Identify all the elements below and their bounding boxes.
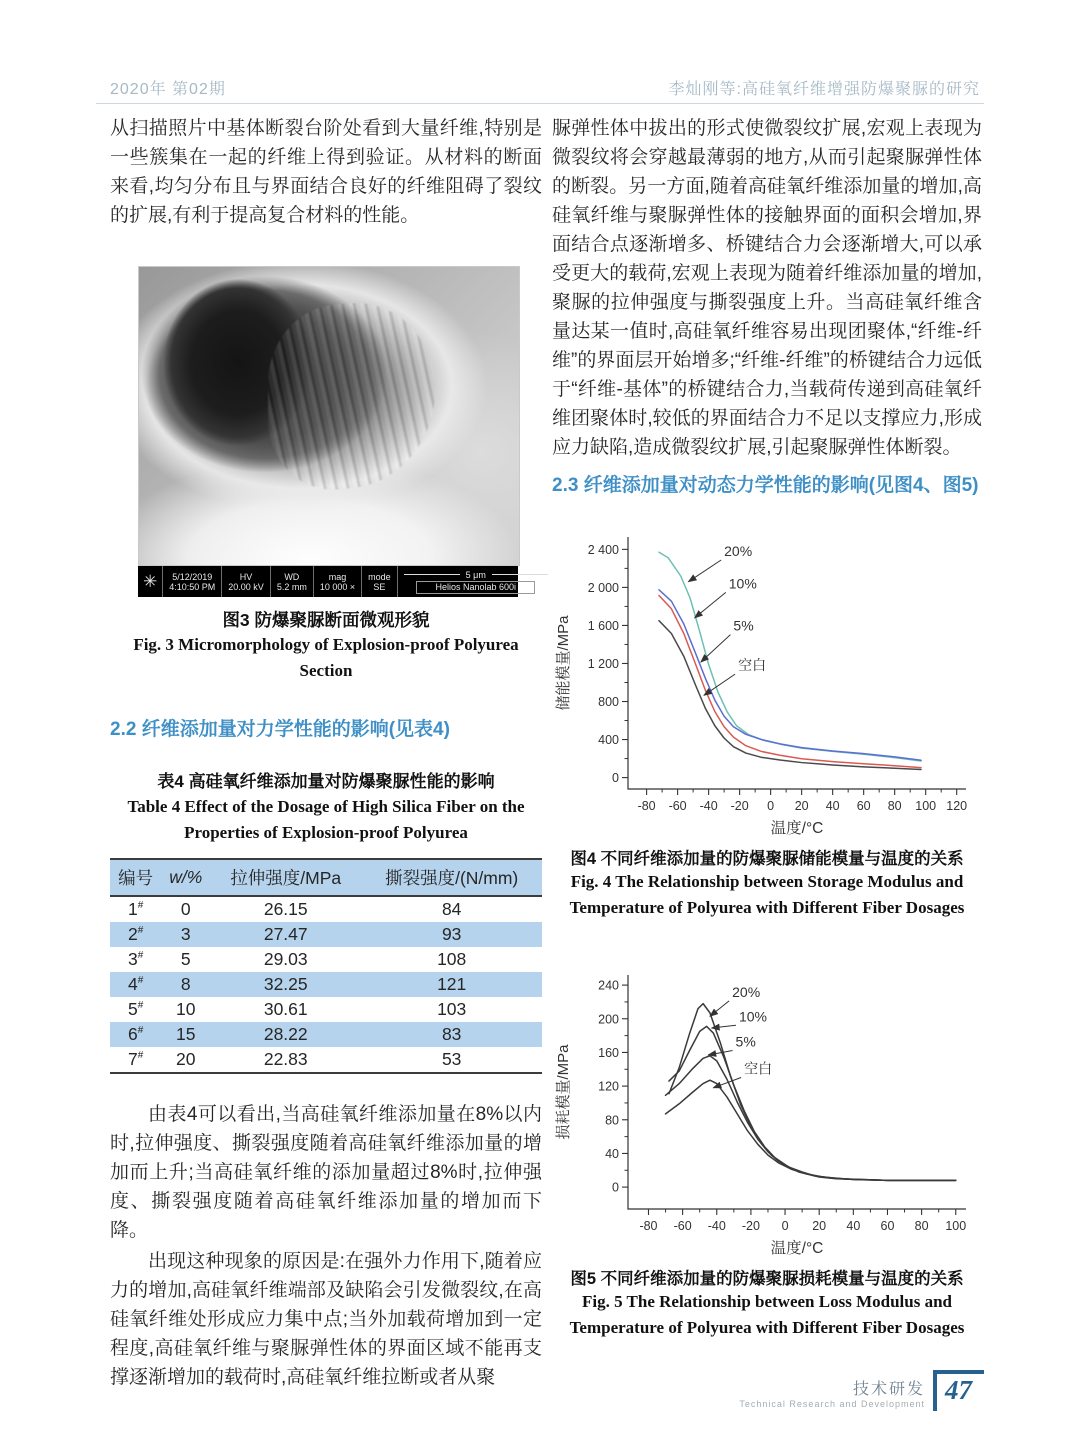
sem-mag: mag 10 000 ×	[313, 566, 361, 597]
svg-text:20%: 20%	[724, 543, 753, 560]
svg-text:0: 0	[781, 1219, 789, 1233]
table-cell: 30.61	[263, 999, 308, 1019]
svg-text:40: 40	[605, 1146, 619, 1161]
section-heading-2-2: 2.2 纤维添加量对力学性能的影响(见表4)	[110, 719, 450, 740]
svg-text:80: 80	[605, 1113, 619, 1128]
table-cell: 29.03	[263, 949, 308, 969]
table-row	[110, 997, 542, 1022]
table-cell: 6#	[128, 1024, 144, 1044]
figure4-caption-cn: 图4 不同纤维添加量的防爆聚脲储能模量与温度的关系	[570, 850, 964, 868]
table-cell: 26.15	[263, 899, 308, 919]
svg-text:240: 240	[598, 978, 619, 993]
sem-scalebar	[397, 566, 554, 597]
svg-text:100: 100	[915, 799, 937, 813]
svg-text:40: 40	[846, 1219, 861, 1233]
svg-text:空白: 空白	[744, 1060, 773, 1077]
svg-text:80: 80	[887, 799, 902, 813]
paragraph: 从扫描照片中基体断裂台阶处看到大量纤维,特别是一些簇集在一起的纤维上得到验证。从材料的断面来看,均匀分布且与界面结合良好的纤维阻碍了裂纹的扩展,有利于提高复合材料的性能。	[110, 118, 542, 226]
table4	[110, 858, 542, 1074]
svg-text:-80: -80	[639, 1219, 658, 1233]
sem-micrograph-image	[138, 266, 520, 566]
svg-text:10%: 10%	[738, 1008, 767, 1025]
table-cell: 10	[176, 999, 196, 1019]
svg-text:60: 60	[880, 1219, 895, 1233]
table-cell: 4#	[128, 974, 144, 994]
footer-section-cn: 技术研发	[852, 1381, 925, 1398]
svg-text:温度/°C: 温度/°C	[770, 820, 824, 837]
svg-text:80: 80	[914, 1219, 929, 1233]
figure3-caption-en: Fig. 3 Micromorphology of Explosion-proof Polyurea Section	[133, 635, 519, 680]
table-cell: 53	[441, 1049, 462, 1069]
table-cell: 0	[180, 899, 191, 919]
figure4-chart	[552, 523, 982, 841]
table-cell: 2#	[128, 924, 144, 944]
svg-text:100: 100	[945, 1219, 967, 1233]
svg-text:800: 800	[598, 695, 619, 710]
table-cell: 28.22	[263, 1024, 308, 1044]
sem-date: 5/12/2019	[172, 571, 213, 582]
footer-section-en: Technical Research and Development	[739, 1399, 925, 1409]
table-row	[110, 922, 542, 947]
svg-text:2 000: 2 000	[587, 580, 619, 595]
svg-text:1 600: 1 600	[587, 618, 619, 633]
sem-instrument: Helios Nanolab 600i	[416, 581, 535, 594]
figure3	[138, 266, 518, 597]
svg-text:-60: -60	[673, 1219, 692, 1233]
table-row	[110, 972, 542, 997]
scalebar-line: 5 μm	[404, 570, 548, 580]
table-cell: 15	[176, 1024, 196, 1044]
table4-caption-en: Table 4 Effect of the Dosage of High Silica Fiber on the Properties of Explosion-proof Polyurea	[127, 797, 525, 842]
figure4-caption-en: Fig. 4 The Relationship between Storage Modulus and Temperature of Polyurea with Different Fiber Dosages	[569, 872, 965, 917]
svg-text:0: 0	[612, 771, 619, 786]
table-cell: 3#	[128, 949, 144, 969]
table-cell: 84	[441, 899, 462, 919]
svg-text:20%: 20%	[732, 983, 761, 1000]
col-header-w: w/%	[169, 867, 203, 887]
svg-text:2 400: 2 400	[587, 542, 619, 557]
svg-text:1 200: 1 200	[587, 656, 619, 671]
table-row	[110, 1047, 542, 1073]
svg-text:空白: 空白	[738, 657, 767, 674]
paragraph: 由表4可以看出,当高硅氧纤维添加量在8%以内时,拉伸强度、撕裂强度随着高硅氧纤维添加量的增加而上升;当高硅氧纤维的添加量超过8%时,拉伸强度、撕裂强度随着高硅氧纤维添加量的增加而下降。	[110, 1104, 542, 1241]
right-column	[552, 114, 982, 1341]
table-cell: 5	[180, 949, 191, 969]
header-issue: 2020年 第02期	[110, 81, 226, 98]
table-cell: 1#	[128, 899, 144, 919]
svg-text:5%: 5%	[733, 617, 754, 634]
figure5-chart	[552, 961, 982, 1261]
svg-text:200: 200	[598, 1012, 619, 1027]
footer	[739, 1370, 984, 1411]
svg-text:160: 160	[598, 1045, 619, 1060]
table-cell: 8	[180, 974, 191, 994]
svg-text:120: 120	[598, 1079, 619, 1094]
svg-text:-20: -20	[741, 1219, 760, 1233]
table-cell: 22.83	[263, 1049, 308, 1069]
table-cell: 20	[176, 1049, 196, 1069]
table-cell: 3	[180, 924, 191, 944]
svg-text:-40: -40	[707, 1219, 726, 1233]
sem-wd: WD 5.2 mm	[270, 566, 313, 597]
figure3-caption-cn: 图3 防爆聚脲断面微观形貌	[222, 610, 430, 630]
svg-text:20: 20	[794, 799, 809, 813]
paragraph: 出现这种现象的原因是:在强外力作用下,随着应力的增加,高硅氧纤维端部及缺陷会引发微裂纹,在高硅氧纤维处形成应力集中点;当外加载荷增加到一定程度,高硅氧纤维与聚脲弹性体的界面区域不能再支撑逐渐增加的载荷时,高硅氧纤维拉断或者从聚	[110, 1251, 542, 1388]
table-cell: 103	[437, 999, 467, 1019]
col-header-tear: 撕裂强度/(N/mm)	[385, 868, 519, 888]
table4-body	[110, 896, 542, 1073]
svg-text:60: 60	[856, 799, 871, 813]
svg-text:损耗模量/MPa: 损耗模量/MPa	[555, 1044, 572, 1140]
svg-text:10%: 10%	[728, 575, 757, 592]
table4-header-row	[110, 859, 542, 896]
paragraph: 脲弹性体中拔出的形式使微裂纹扩展,宏观上表现为微裂纹将会穿越最薄弱的地方,从而引起聚脲弹性体的断裂。另一方面,随着高硅氧纤维添加量的增加,高硅氧纤维与聚脲弹性体的接触界面的面积会增加,界面结合点逐渐增多、桥键结合力会逐渐增大,可以承受更大的载荷,宏观上表现为随着纤维添加量的增加,聚脲的拉伸强度与撕裂强度上升。当高硅氧纤维含量达某一值时,高硅氧纤维容易出现团聚体,“纤维-纤维”的界面层开始增多;“纤维-纤维”的桥键结合力远低于“纤维-基体”的桥键结合力,当载荷传递到高硅氧纤维团聚体时,较低的界面结合力不足以支撑应力,形成应力缺陷,造成微裂纹扩展,引起聚脲弹性体断裂。	[552, 118, 982, 458]
table-cell: 83	[441, 1024, 462, 1044]
table-cell: 93	[441, 924, 462, 944]
table-cell: 7#	[128, 1049, 144, 1069]
sem-hv: HV 20.00 kV	[221, 566, 270, 597]
svg-text:5%: 5%	[735, 1033, 756, 1050]
table-row	[110, 896, 542, 922]
svg-text:400: 400	[598, 733, 619, 748]
table-cell: 108	[437, 949, 467, 969]
figure5-caption-en: Fig. 5 The Relationship between Loss Modulus and Temperature of Polyurea with Different Fiber Dosages	[569, 1292, 965, 1337]
col-header-tensile: 拉伸强度/MPa	[230, 868, 342, 888]
table-cell: 32.25	[263, 974, 308, 994]
svg-text:40: 40	[825, 799, 840, 813]
svg-text:120: 120	[946, 799, 968, 813]
footer-section	[739, 1376, 925, 1411]
svg-text:-20: -20	[730, 799, 749, 813]
svg-text:0: 0	[612, 1180, 619, 1195]
svg-text:20: 20	[812, 1219, 827, 1233]
svg-text:-60: -60	[668, 799, 687, 813]
table-cell: 27.47	[263, 924, 308, 944]
svg-text:温度/°C: 温度/°C	[770, 1240, 824, 1257]
left-column	[110, 114, 542, 1394]
sem-mode: mode SE	[361, 566, 397, 597]
header-divider	[96, 103, 984, 104]
table-cell: 121	[437, 974, 467, 994]
sem-datetime	[162, 566, 221, 597]
table-cell: 5#	[128, 999, 144, 1019]
table4-caption-cn: 表4 高硅氧纤维添加量对防爆聚脲性能的影响	[157, 772, 495, 791]
sem-time: 4:10:50 PM	[169, 581, 216, 592]
svg-text:0: 0	[767, 799, 775, 813]
header-running-title: 李灿刚等:高硅氧纤维增强防爆聚脲的研究	[668, 81, 980, 98]
col-header-id: 编号	[118, 868, 154, 888]
table-row	[110, 947, 542, 972]
section-heading-2-3: 2.3 纤维添加量对动态力学性能的影响(见图4、图5)	[552, 475, 979, 496]
svg-text:储能模量/MPa: 储能模量/MPa	[555, 615, 572, 711]
sem-metadata-bar	[138, 566, 518, 597]
figure5-caption-cn: 图5 不同纤维添加量的防爆聚脲损耗模量与温度的关系	[570, 1270, 964, 1288]
page-number: 47	[933, 1370, 984, 1411]
svg-text:-80: -80	[637, 799, 656, 813]
svg-text:-40: -40	[699, 799, 718, 813]
instrument-logo-icon: ✳	[143, 572, 158, 591]
table-row	[110, 1022, 542, 1047]
